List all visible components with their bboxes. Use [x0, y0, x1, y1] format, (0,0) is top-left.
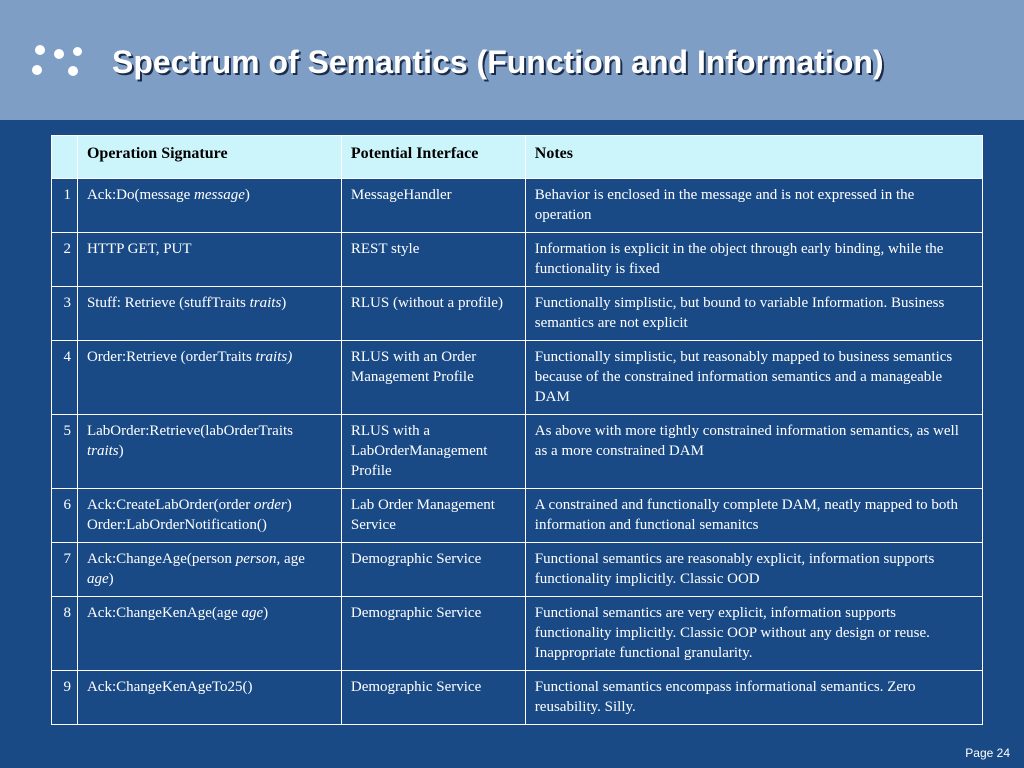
potential-interface-cell: REST style — [341, 233, 525, 287]
table-row — [52, 233, 983, 287]
column-header-number — [52, 136, 78, 179]
operation-signature-cell — [77, 597, 341, 671]
semantics-table-container — [51, 135, 983, 725]
row-number: 6 — [52, 489, 78, 543]
notes-cell: Information is explicit in the object through early binding, while the functionality is fixed — [525, 233, 982, 287]
signature-text: ) — [263, 605, 269, 621]
potential-interface-cell: RLUS (without a profile) — [341, 287, 525, 341]
operation-signature-cell — [77, 233, 341, 287]
row-number: 9 — [52, 671, 78, 725]
notes-cell: Functionally simplistic, but bound to variable Information. Business semantics are not explicit — [525, 287, 982, 341]
potential-interface-cell: Lab Order Management Service — [341, 489, 525, 543]
notes-cell: Functional semantics are very explicit, information supports functionality implicitly. Classic OOP without any design or reuse. Inappropriate functional granularity. — [525, 597, 982, 671]
signature-param-italic: order — [253, 497, 287, 513]
signature-text: Ack:Do(message — [86, 187, 195, 203]
signature-text: HTTP GET, PUT — [86, 241, 192, 257]
signature-text: Stuff: Retrieve (stuffTraits — [86, 295, 250, 311]
table-row — [52, 671, 983, 725]
row-number: 1 — [52, 179, 78, 233]
table-row — [52, 287, 983, 341]
column-header-operation-signature: Operation Signature — [77, 136, 341, 179]
table-row — [52, 489, 983, 543]
signature-param-italic: traits — [86, 443, 119, 459]
operation-signature-cell — [77, 287, 341, 341]
signature-text: LabOrder:Retrieve(labOrderTraits — [86, 423, 294, 439]
table-row — [52, 597, 983, 671]
signature-text: ) — [118, 443, 124, 459]
notes-cell: Behavior is enclosed in the message and is not expressed in the operation — [525, 179, 982, 233]
signature-text: ) — [108, 571, 114, 587]
row-number: 2 — [52, 233, 78, 287]
signature-text: Order:Retrieve (orderTraits — [86, 349, 256, 365]
row-number: 4 — [52, 341, 78, 415]
signature-text: Ack:ChangeAge(person — [86, 551, 236, 567]
semantics-table — [51, 135, 983, 725]
operation-signature-cell — [77, 179, 341, 233]
signature-text: ) — [244, 187, 250, 203]
signature-text: , age — [276, 551, 305, 567]
column-header-notes: Notes — [525, 136, 982, 179]
signature-text: Ack:ChangeKenAge(age — [86, 605, 242, 621]
signature-param-italic: age — [241, 605, 264, 621]
signature-param-italic: person — [235, 551, 277, 567]
notes-cell: As above with more tightly constrained information semantics, as well as a more constrained DAM — [525, 415, 982, 489]
four-dots-logo-icon — [32, 45, 88, 79]
notes-cell: Functional semantics are reasonably explicit, information supports functionality implicitly. Classic OOD — [525, 543, 982, 597]
table-header-row — [52, 136, 983, 179]
row-number: 8 — [52, 597, 78, 671]
signature-text: ) — [281, 295, 287, 311]
row-number: 5 — [52, 415, 78, 489]
potential-interface-cell: Demographic Service — [341, 597, 525, 671]
row-number: 3 — [52, 287, 78, 341]
column-header-potential-interface: Potential Interface — [341, 136, 525, 179]
operation-signature-cell — [77, 671, 341, 725]
signature-param-italic: traits — [249, 295, 282, 311]
operation-signature-cell — [77, 489, 341, 543]
page-number: Page 24 — [965, 746, 1010, 760]
notes-cell: Functional semantics encompass informational semantics. Zero reusability. Silly. — [525, 671, 982, 725]
potential-interface-cell: Demographic Service — [341, 671, 525, 725]
table-row — [52, 543, 983, 597]
potential-interface-cell: Demographic Service — [341, 543, 525, 597]
operation-signature-cell — [77, 341, 341, 415]
notes-cell: Functionally simplistic, but reasonably mapped to business semantics because of the constrained information semantics and a manageable DAM — [525, 341, 982, 415]
slide-title: Spectrum of Semantics (Function and Information) — [112, 44, 884, 80]
row-number: 7 — [52, 543, 78, 597]
operation-signature-cell — [77, 415, 341, 489]
operation-signature-cell — [77, 543, 341, 597]
signature-param-italic: message — [194, 187, 245, 203]
table-row — [52, 341, 983, 415]
signature-text: ) Order:LabOrderNotification() — [86, 497, 292, 533]
potential-interface-cell: RLUS with a LabOrderManagement Profile — [341, 415, 525, 489]
notes-cell: A constrained and functionally complete DAM, neatly mapped to both information and functional semanitcs — [525, 489, 982, 543]
signature-param-italic: age — [86, 571, 109, 587]
signature-text: Ack:ChangeKenAgeTo25() — [86, 679, 253, 695]
table-row — [52, 179, 983, 233]
signature-text: Ack:CreateLabOrder(order — [86, 497, 254, 513]
potential-interface-cell: MessageHandler — [341, 179, 525, 233]
table-row — [52, 415, 983, 489]
table-body — [52, 179, 983, 725]
slide-header — [0, 0, 1024, 120]
signature-param-italic: traits) — [255, 349, 293, 365]
potential-interface-cell: RLUS with an Order Management Profile — [341, 341, 525, 415]
